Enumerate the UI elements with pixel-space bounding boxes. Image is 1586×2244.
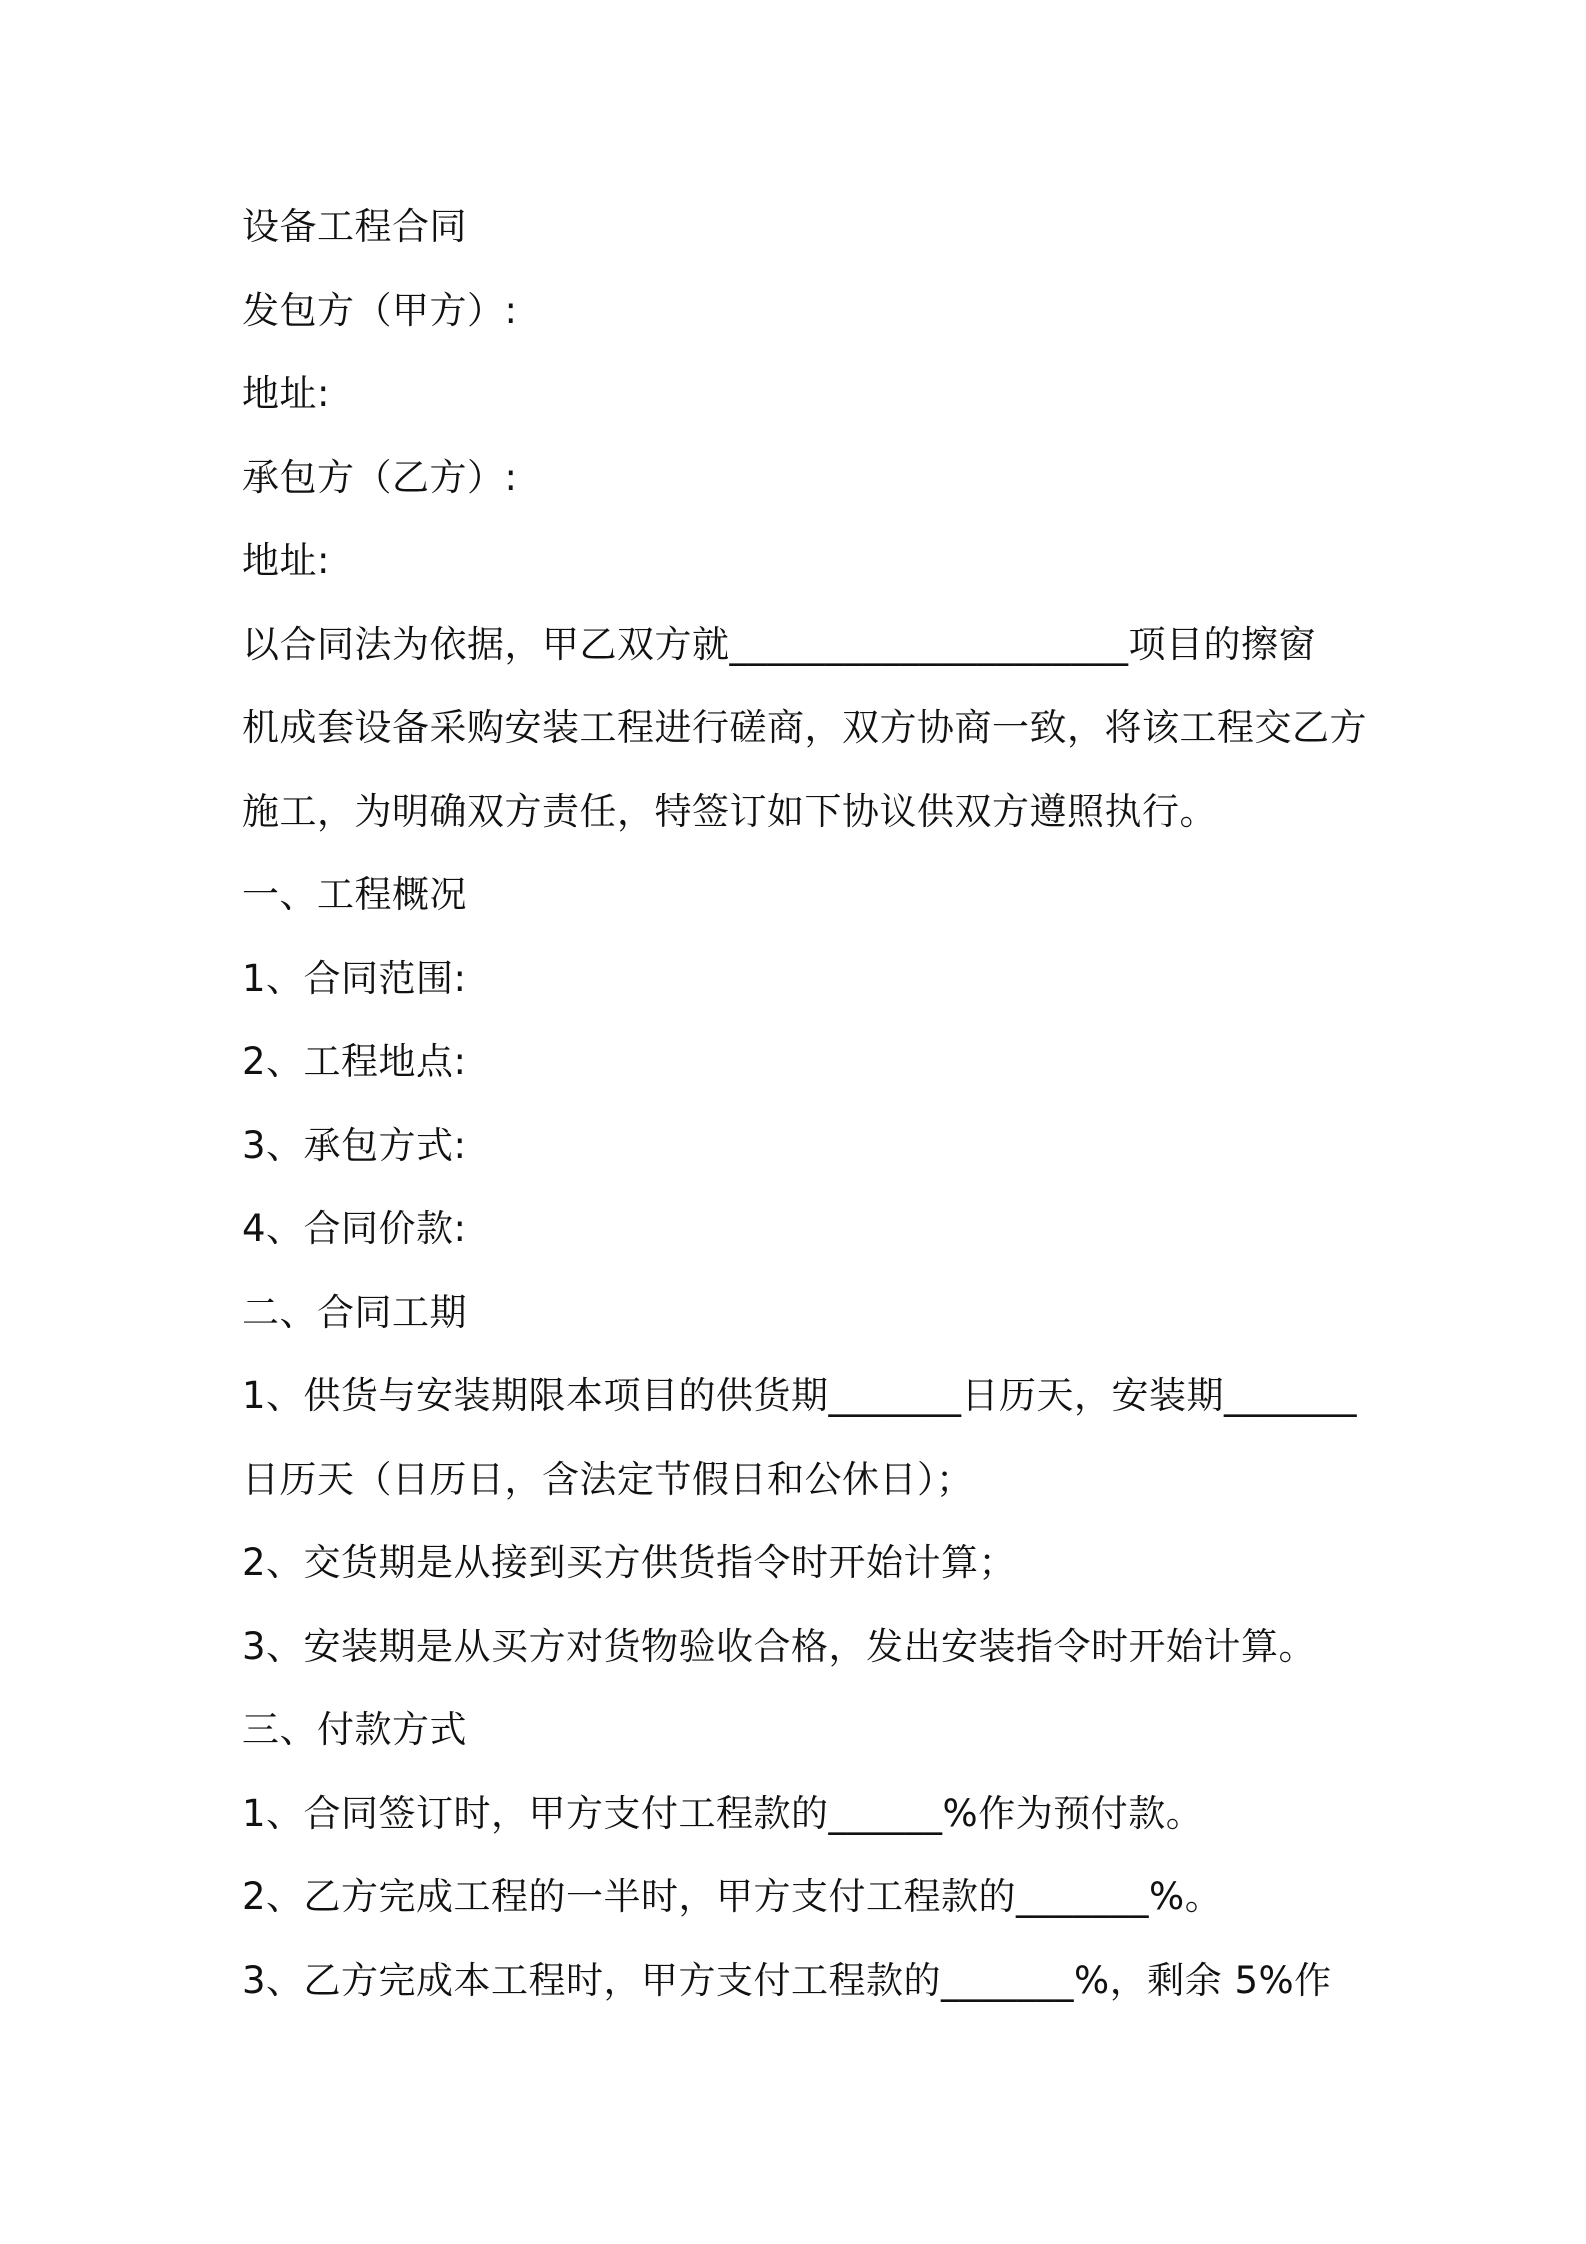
section-2-item-2: 2、交货期是从接到买方供货指令时开始计算； — [242, 1541, 1017, 1584]
section-3-item-1: 1、合同签订时，甲方支付工程款的______%作为预付款。 — [242, 1792, 1204, 1835]
intro-line-1: 以合同法为依据，甲乙双方就_____________________项目的擦窗 — [242, 623, 1316, 666]
section-3-item-3: 3、乙方完成本工程时，甲方支付工程款的_______%，剩余 5%作 — [242, 1959, 1332, 2002]
section-1-item-2: 2、工程地点: — [242, 1040, 467, 1083]
party-b-line: 承包方（乙方）: — [242, 456, 518, 499]
section-2-item-1-line-1: 1、供货与安装期限本项目的供货期_______日历天，安装期_______ — [242, 1374, 1358, 1417]
document-title: 设备工程合同 — [242, 205, 467, 248]
intro-line-3: 施工，为明确双方责任，特签订如下协议供双方遵照执行。 — [242, 790, 1217, 833]
section-1-item-1: 1、合同范围: — [242, 957, 467, 1000]
section-3-item-2: 2、乙方完成工程的一半时，甲方支付工程款的_______%。 — [242, 1875, 1223, 1918]
section-2-heading: 二、合同工期 — [242, 1291, 467, 1334]
address-b-line: 地址: — [242, 539, 330, 582]
address-a-line: 地址: — [242, 372, 330, 415]
intro-line-2: 机成套设备采购安装工程进行磋商，双方协商一致，将该工程交乙方 — [242, 706, 1367, 749]
section-1-item-4: 4、合同价款: — [242, 1207, 467, 1250]
section-3-heading: 三、付款方式 — [242, 1708, 467, 1751]
section-2-item-1-line-2: 日历天（日历日，含法定节假日和公休日）； — [242, 1458, 974, 1501]
section-1-item-3: 3、承包方式: — [242, 1124, 467, 1167]
party-a-line: 发包方（甲方）: — [242, 289, 518, 332]
section-2-item-3: 3、安装期是从买方对货物验收合格，发出安装指令时开始计算。 — [242, 1625, 1317, 1668]
section-1-heading: 一、工程概况 — [242, 873, 467, 916]
